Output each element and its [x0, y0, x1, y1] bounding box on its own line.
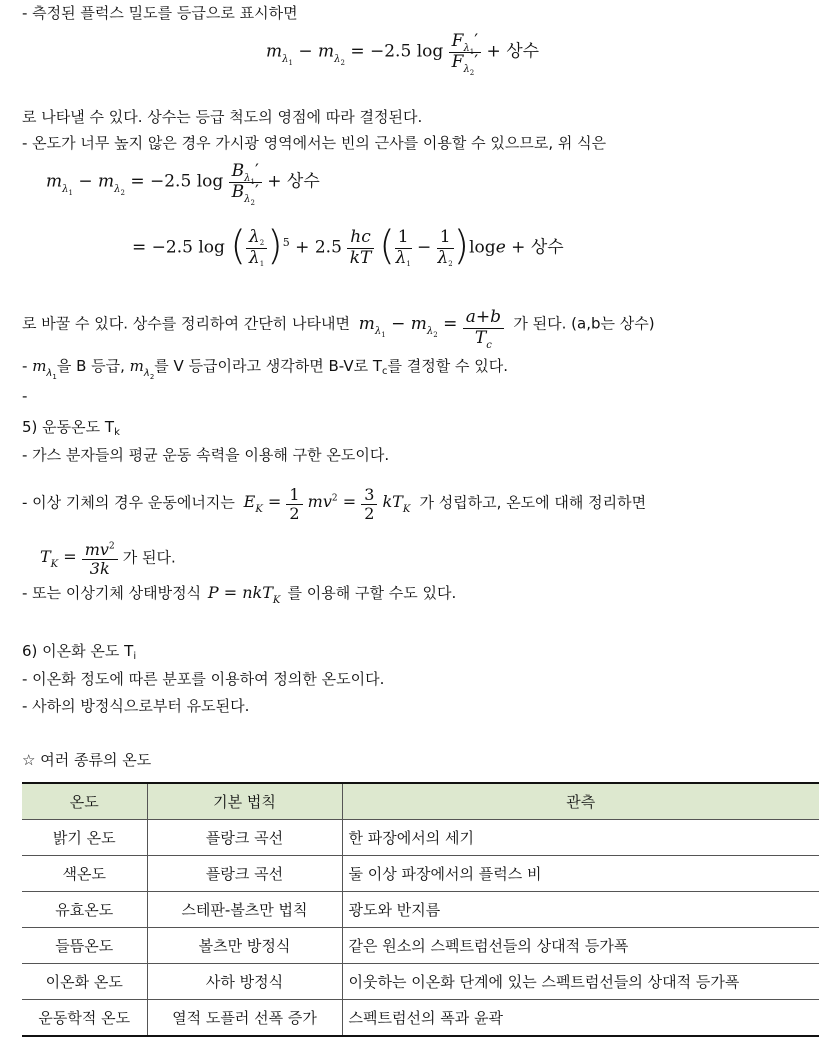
section-6-line-2: - 사하의 방정식으로부터 유도된다.	[22, 697, 250, 715]
table-cell: 광도와 반지름	[342, 892, 819, 928]
section-5-line-2: - 이상 기체의 경우 운동에너지는 $E_K$ = $\frac{1}{2}$ $mv^2$ = $\frac{3}{2}$ $kT_K$ 가 성립하고, 온도에 대해 정리하면	[22, 485, 647, 524]
intro-text: - 측정된 플럭스 밀도를 등급으로 표시하면	[22, 4, 298, 22]
kinetic-temperature-equation: $T_K$ = $\frac{mv^2}{3k}$	[40, 547, 123, 566]
table-cell: 사하 방정식	[147, 964, 342, 1000]
temperature-types-table	[22, 782, 819, 1037]
table-cell: 운동학적 온도	[22, 1000, 147, 1037]
wien-approx-text: - 온도가 너무 높지 않은 경우 가시광 영역에서는 빈의 근사를 이용할 수 있으므로, 위 식은	[22, 134, 607, 152]
bv-line: - $m_{\lambda_1}$을 B 등급, $m_{\lambda_2}$를 V 등급이라고 생각하면 B-V로 $T_c$를 결정할 수 있다.	[22, 357, 509, 381]
table-cell: 둘 이상 파장에서의 플럭스 비	[342, 856, 819, 892]
section-5-line-3: $T_K$ = $\frac{mv^2}{3k}$ 가 된다.	[40, 540, 176, 579]
section-6-line-1: - 이온화 정도에 따른 분포를 이용하여 정의한 온도이다.	[22, 670, 385, 688]
table-cell: 한 파장에서의 세기	[342, 820, 819, 856]
kinetic-energy-equation: $E_K$ = $\frac{1}{2}$ $mv^2$ = $\frac{3}{2}$ $kT_K$	[243, 485, 411, 524]
table-cell: 들뜸온도	[22, 928, 147, 964]
zero-point-text: 로 나타낼 수 있다. 상수는 등급 척도의 영점에 따라 결정된다.	[22, 108, 423, 126]
magnitude-brightness-equation: $m_{\lambda_1} - m_{\lambda_2} = -2.5$ log $\frac{B_{\lambda_1}'}{B_{\lambda_2}'}$ + 상수	[46, 161, 320, 207]
table-header-row	[22, 783, 819, 820]
section-5-title: 5) 운동온도 $T_k$	[22, 418, 120, 438]
table-cell: 유효온도	[22, 892, 147, 928]
table-header: 온도	[22, 783, 147, 820]
table-row	[22, 964, 819, 1000]
section-5-line-1: - 가스 분자들의 평균 운동 속력을 이용해 구한 온도이다.	[22, 446, 390, 464]
table-row	[22, 1000, 819, 1037]
table-cell: 플랑크 곡선	[147, 856, 342, 892]
table-row	[22, 928, 819, 964]
table-caption: ☆ 여러 종류의 온도	[22, 751, 152, 769]
table-cell: 같은 원소의 스펙트럼선들의 상대적 등가폭	[342, 928, 819, 964]
table-cell: 이온화 온도	[22, 964, 147, 1000]
table-row	[22, 892, 819, 928]
section-6-title: 6) 이온화 온도 $T_i$	[22, 642, 137, 662]
table-header: 관측	[342, 783, 819, 820]
section-5-line-4: - 또는 이상기체 상태방정식 P = nkT$_K$ 를 이용해 구할 수도 있다.	[22, 583, 457, 606]
table-cell: 스테판-볼츠만 법칙	[147, 892, 342, 928]
table-cell: 볼츠만 방정식	[147, 928, 342, 964]
ideal-gas-equation: P = nkT$_K$	[207, 583, 281, 606]
table-cell: 이웃하는 이온화 단계에 있는 스펙트럼선들의 상대적 등가폭	[342, 964, 819, 1000]
table-cell: 밝기 온도	[22, 820, 147, 856]
dash-line: -	[22, 387, 28, 405]
color-temperature-equation: $m_{\lambda_1} - m_{\lambda_2}$ = $\frac{a+b}{T_c}$	[359, 314, 510, 334]
table-row	[22, 856, 819, 892]
table-cell: 플랑크 곡선	[147, 820, 342, 856]
magnitude-flux-equation: $m_{\lambda_1} - m_{\lambda_2} = -2.5$ log $\frac{F_{\lambda_1}'}{F_{\lambda_2}'}$ + 상수	[266, 31, 540, 77]
simplify-line: 로 바꿀 수 있다. 상수를 정리하여 간단히 나타내면 $m_{\lambda_1} - m_{\lambda_2}$ = $\frac{a+b}{T_c}$ 가 된다. (a,b는 상수)	[22, 307, 655, 351]
table-header: 기본 법칙	[147, 783, 342, 820]
expanded-wien-equation: = −2.5 log ( $\frac{\lambda 2}{\lambda 1}$ )$^5$ + 2.5 $\frac{hc}{kT}$ ( $\frac{1}{\lambda 1}$ − $\frac{1}{\lambda 2}$ )loge + 상수	[132, 223, 564, 270]
table-row	[22, 820, 819, 856]
table-cell: 스펙트럼선의 폭과 윤곽	[342, 1000, 819, 1037]
table-cell: 색온도	[22, 856, 147, 892]
table-cell: 열적 도플러 선폭 증가	[147, 1000, 342, 1037]
